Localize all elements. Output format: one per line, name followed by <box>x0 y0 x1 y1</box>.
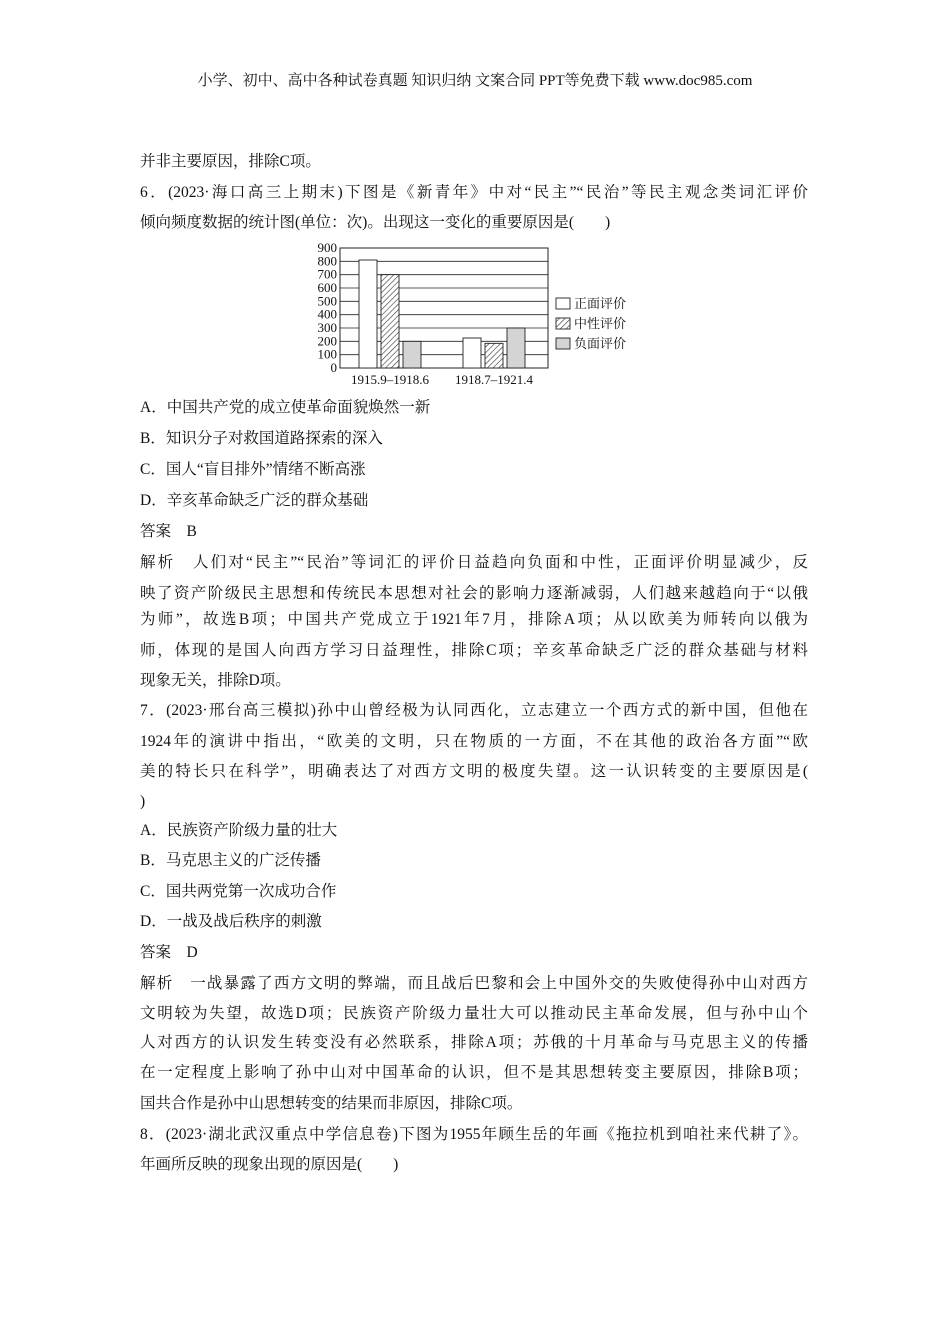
bar-1-group-2 <box>463 338 481 368</box>
option-line: B．知识分子对救国道路探索的深入 <box>140 430 383 447</box>
text-line: 人对西方的认识发生转变没有必然联系，排除A项；苏俄的十月革命与马克思主义的传播 <box>140 1034 808 1051</box>
bar-1-group-1 <box>359 260 377 368</box>
option-line: D．辛亥革命缺乏广泛的群众基础 <box>140 492 369 509</box>
text-line: 在一定程度上影响了孙中山对中国革命的认识，但不是其思想转变主要原因，排除B项； <box>140 1064 808 1081</box>
bar-chart <box>300 238 650 388</box>
answer-line: 答案 D <box>140 944 198 961</box>
option-line: D．一战及战后秩序的刺激 <box>140 913 322 930</box>
option-line: A．民族资产阶级力量的壮大 <box>140 822 338 839</box>
bar-2-group-2 <box>485 343 503 368</box>
y-tick-label: 200 <box>317 333 337 349</box>
y-tick-label: 400 <box>317 306 337 322</box>
option-line: C．国人“盲目排外”情绪不断高涨 <box>140 461 366 478</box>
y-tick-label: 900 <box>317 240 337 255</box>
option-line: B．马克思主义的广泛传播 <box>140 852 321 869</box>
legend-swatch <box>556 318 570 329</box>
legend-label: 正面评价 <box>574 296 627 311</box>
text-line: 1924年的演讲中指出，“欧美的文明，只在物质的一方面，不在其他的政治各方面”“欧 <box>140 733 808 750</box>
y-tick-label: 500 <box>317 293 337 309</box>
text-line: 并非主要原因，排除C项。 <box>140 153 321 170</box>
text-line: 师，体现的是国人向西方学习日益理性，排除C项；辛亥革命缺乏广泛的群众基础与材料 <box>140 642 808 659</box>
text-line: 年画所反映的现象出现的原因是( ) <box>140 1156 399 1173</box>
text-line: 映了资产阶级民主思想和传统民本思想对社会的影响力逐渐减弱，人们越来越趋向于“以俄 <box>140 585 808 602</box>
y-tick-label: 700 <box>317 266 337 282</box>
text-line: 文明较为失望，故选D项；民族资产阶级力量壮大可以推动民主革命发展，但与孙中山个 <box>140 1005 808 1022</box>
text-line: 国共合作是孙中山思想转变的结果而非原因，排除C项。 <box>140 1095 523 1112</box>
y-tick-label: 0 <box>330 360 337 375</box>
text-line: 为师”，故选B项；中国共产党成立于1921年7月，排除A项；从以欧美为师转向以俄为 <box>140 611 808 628</box>
legend-swatch <box>556 298 570 309</box>
x-tick-label: 1918.7–1921.4 <box>455 372 533 387</box>
option-line: C．国共两党第一次成功合作 <box>140 883 337 900</box>
bar-2-group-1 <box>381 275 399 368</box>
text-line: 美的特长只在科学”，明确表达了对西方文明的极度失望。这一认识转变的主要原因是( <box>140 763 808 780</box>
text-line: 现象无关，排除D项。 <box>140 672 291 689</box>
analysis-line: 解析 一战暴露了西方文明的弊端，而且战后巴黎和会上中国外交的失败使得孙中山对西方 <box>140 975 808 992</box>
bar-3-group-2 <box>507 328 525 368</box>
legend-swatch <box>556 338 570 349</box>
legend-label: 中性评价 <box>574 316 627 331</box>
option-line: A．中国共产党的成立使革命面貌焕然一新 <box>140 399 431 416</box>
text-line: 8．(2023·湖北武汉重点中学信息卷)下图为1955年顾生岳的年画《拖拉机到咱社来代耕了》。 <box>140 1126 808 1143</box>
y-tick-label: 100 <box>317 346 337 362</box>
y-tick-label: 800 <box>317 253 337 269</box>
text-line: 7．(2023·邢台高三模拟)孙中山曾经极为认同西化，立志建立一个西方式的新中国，但他在 <box>140 702 808 719</box>
x-tick-label: 1915.9–1918.6 <box>351 372 429 387</box>
text-line: 6．(2023·海口高三上期末)下图是《新青年》中对“民主”“民治”等民主观念类词汇评价 <box>140 184 808 201</box>
text-line: 倾向频度数据的统计图(单位：次)。出现这一变化的重要原因是( ) <box>140 214 611 231</box>
answer-line: 答案 B <box>140 523 197 540</box>
analysis-line: 解析 人们对“民主”“民治”等词汇的评价日益趋向负面和中性，正面评价明显减少，反 <box>140 554 808 571</box>
y-tick-label: 300 <box>317 320 337 335</box>
bar-3-group-1 <box>403 341 421 368</box>
y-tick-label: 600 <box>317 280 337 295</box>
text-line: ) <box>140 793 146 810</box>
legend-label: 负面评价 <box>574 336 627 351</box>
page-header: 小学、初中、高中各种试卷真题 知识归纳 文案合同 PPT等免费下载 www.doc985.com <box>197 73 753 89</box>
